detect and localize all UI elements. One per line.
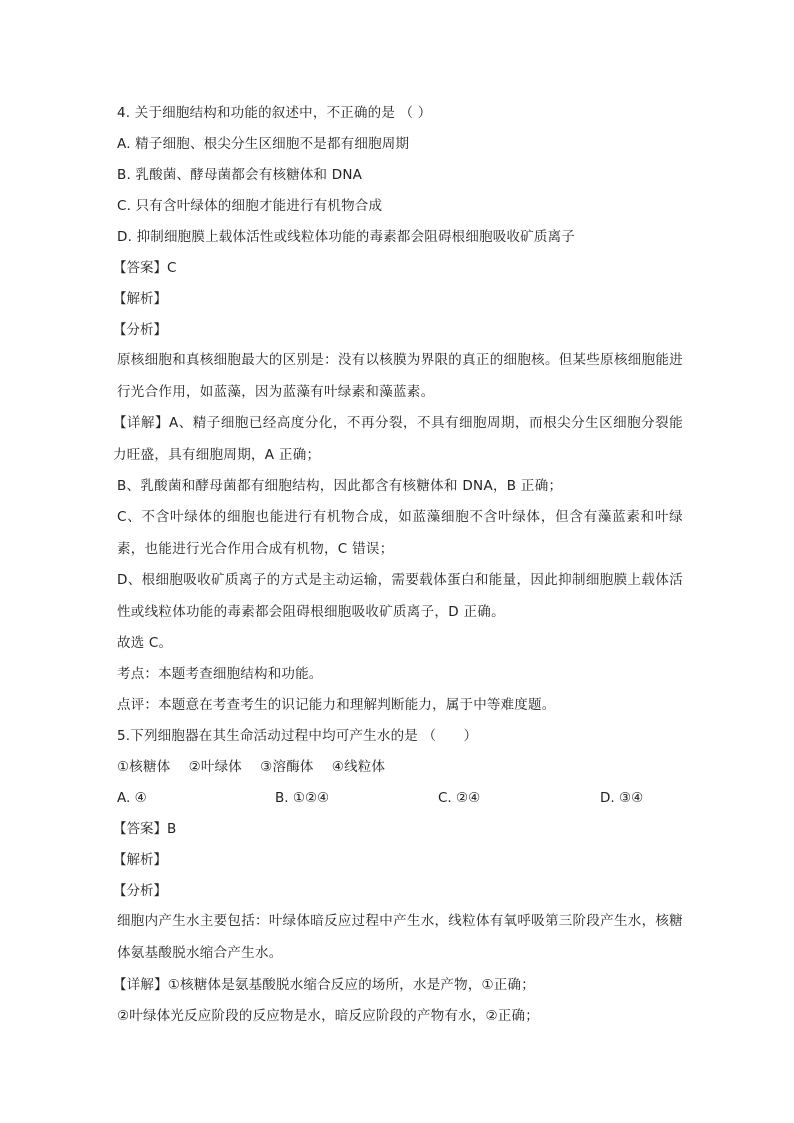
q4-analysis-heading: 【解析】	[113, 291, 167, 307]
q5-analysis-heading: 【解析】	[113, 852, 167, 868]
q4-fenxi-text: 原核细胞和真核细胞最大的区别是：没有以核膜为界限的真正的细胞核。但某些原核细胞能进行光合作用，如蓝藻，因为蓝藻有叶绿素和藻蓝素。	[117, 352, 683, 400]
q4-detail-b: B、乳酸菌和酵母菌都有细胞结构，因此都含有核糖体和 DNA，B 正确；	[117, 478, 563, 494]
q4-option-b: B. 乳酸菌、酵母菌都会有核糖体和 DNA	[117, 167, 363, 183]
q4-option-a: A. 精子细胞、根尖分生区细胞不是都有细胞周期	[117, 136, 410, 152]
q4-fenxi-heading: 【分析】	[113, 322, 167, 338]
q5-detail-1: 【详解】①核糖体是氨基酸脱水缩合反应的场所，水是产物，①正确；	[113, 977, 535, 993]
q4-choose: 故选 C。	[117, 635, 173, 651]
q5-detail-2: ②叶绿体光反应阶段的反应物是水，暗反应阶段的产物有水，②正确；	[117, 1008, 539, 1024]
q4-option-d: D. 抑制细胞膜上载体活性或线粒体功能的毒素都会阻碍根细胞吸收矿质离子	[117, 229, 575, 245]
q4-option-c: C. 只有含叶绿体的细胞才能进行有机物合成	[117, 198, 383, 214]
q4-detail-a: 【详解】A、精子细胞已经高度分化，不再分裂，不具有细胞周期，而根尖分生区细胞分裂能力旺盛，具有细胞周期，A 正确；	[113, 415, 683, 463]
q5-answer: 【答案】B	[113, 821, 177, 837]
q4-stem: 4. 关于细胞结构和功能的叙述中，不正确的是 （ ）	[117, 105, 432, 121]
q4-detail-d: D、根细胞吸收矿质离子的方式是主动运输，需要载体蛋白和能量，因此抑制细胞膜上载体活性或线粒体功能的毒素都会阻碍根细胞吸收矿质离子，D 正确。	[117, 572, 683, 620]
q4-answer: 【答案】C	[113, 260, 177, 276]
q5-fenxi-text: 细胞内产生水主要包括：叶绿体暗反应过程中产生水，线粒体有氧呼吸第三阶段产生水，核糖体氨基酸脱水缩合产生水。	[117, 913, 683, 961]
q4-detail-c: C、不含叶绿体的细胞也能进行有机物合成，如蓝藻细胞不含叶绿体，但含有藻蓝素和叶绿素，也能进行光合作用合成有机物，C 错误；	[117, 509, 683, 557]
q4-dianping: 点评：本题意在考查考生的识记能力和理解判断能力，属于中等难度题。	[117, 697, 556, 713]
q5-items: ①核糖体 ②叶绿体 ③溶酶体 ④线粒体	[117, 759, 386, 775]
q5-choice-b: B. ①②④	[275, 790, 330, 806]
q5-fenxi-heading: 【分析】	[113, 883, 167, 899]
q5-choice-c: C. ②④	[438, 790, 481, 806]
q5-stem: 5.下列细胞器在其生命活动过程中均可产生水的是 （ ）	[117, 728, 478, 744]
q4-kaodian: 考点：本题考查细胞结构和功能。	[117, 666, 323, 682]
q5-choice-d: D. ③④	[600, 790, 644, 806]
q5-choice-a: A. ④	[117, 790, 147, 806]
